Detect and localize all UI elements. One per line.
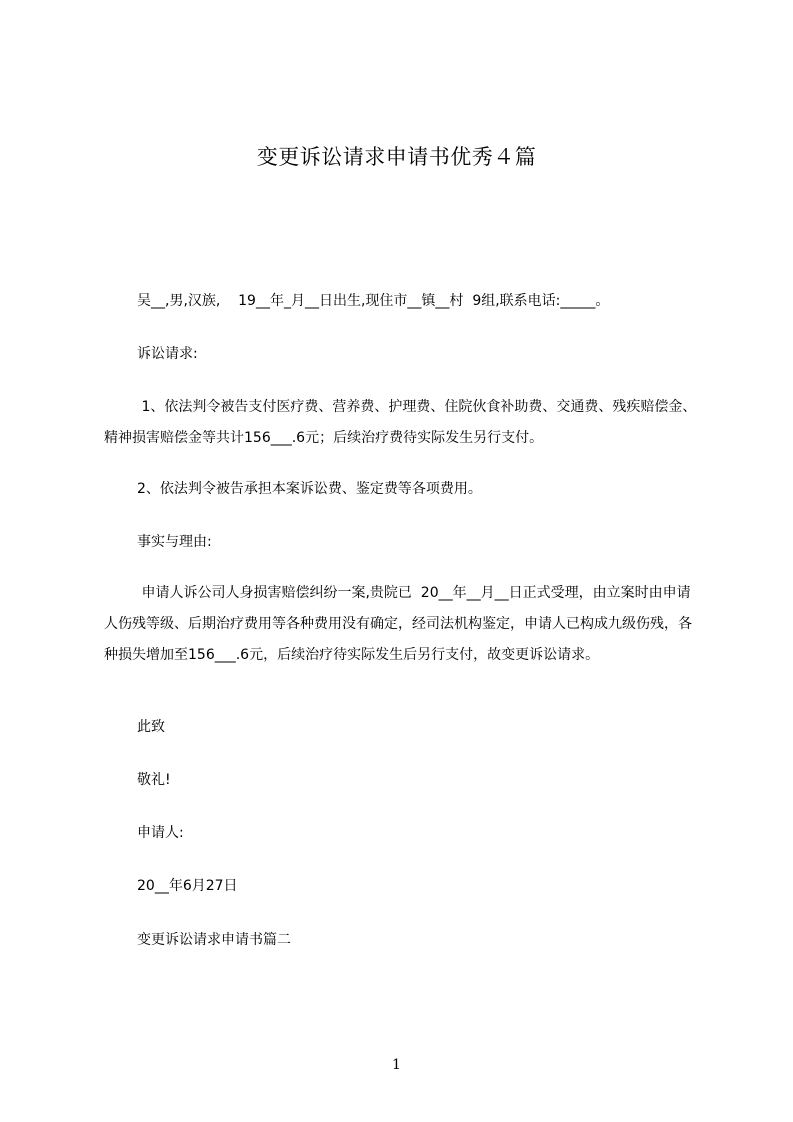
applicant-info-paragraph: 吴__,男,汉族, 19__年_月__日出生,现住市__镇__村 9组,联系电话:_____。 [137, 293, 610, 309]
claim-item-1: 1、依法判令被告支付医疗费、营养费、护理费、住院伙食补助费、交通费、残疾赔偿金、精神损害赔偿金等共计156___.6元；后续治疗费待实际发生另行支付。 [104, 399, 697, 446]
next-section-heading: 变更诉讼请求申请书篇二 [137, 932, 291, 948]
claims-heading: 诉讼请求: [137, 346, 198, 362]
page-number: 1 [392, 1057, 401, 1073]
applicant-signature-label: 申请人: [137, 825, 184, 841]
document-title: 变更诉讼请求申请书优秀４篇 [256, 145, 537, 169]
facts-paragraph: 申请人诉公司人身损害赔偿纠纷一案,贵院已 20__年__月__日正式受理，由立案时由申请人伤残等级、后期治疗费用等各种费用没有确定，经司法机构鉴定，申请人已构成九级伤残，各种损失增加至156___.6元，后续治疗待实际发生后另行支付，故变更诉讼请求。 [104, 585, 692, 663]
claim-item-2: 2、依法判令被告承担本案诉讼费、鉴定费等各项费用。 [137, 481, 482, 497]
closing-respect: 敬礼! [137, 772, 171, 788]
document-date: 20__年6月27日 [137, 878, 238, 894]
closing-salutation: 此致 [137, 719, 165, 735]
facts-heading: 事实与理由: [137, 534, 212, 550]
